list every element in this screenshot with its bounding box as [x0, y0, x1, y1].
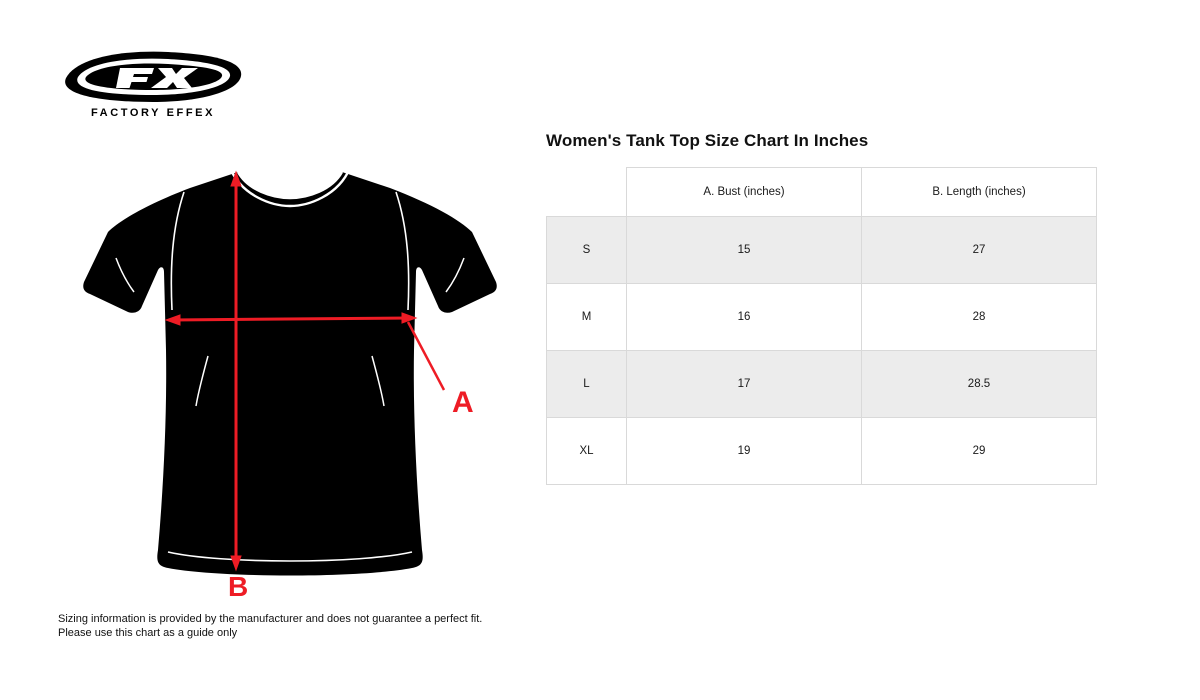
- cell-length: 28: [862, 284, 1097, 351]
- disclaimer-text: [58, 612, 488, 640]
- cell-bust: 16: [627, 284, 862, 351]
- table-row: [547, 217, 1097, 284]
- cell-size: XL: [547, 418, 627, 485]
- cell-bust: 17: [627, 351, 862, 418]
- disclaimer-line-1: Sizing information is provided by the manufacturer and does not guarantee a perfect fit.: [58, 613, 483, 625]
- cell-bust: 19: [627, 418, 862, 485]
- measure-label-b: B: [228, 571, 249, 600]
- cell-length: 27: [862, 217, 1097, 284]
- table-header-length: B. Length (inches): [862, 168, 1097, 217]
- cell-size: S: [547, 217, 627, 284]
- measure-label-a: A: [452, 386, 474, 419]
- cell-length: 28.5: [862, 351, 1097, 418]
- cell-size: M: [547, 284, 627, 351]
- tshirt-diagram-icon: [60, 150, 520, 600]
- logo-wordmark: FACTORY EFFEX: [90, 107, 216, 119]
- disclaimer-line-2: Please use this chart as a guide only: [58, 627, 238, 639]
- page-title: Women's Tank Top Size Chart In Inches: [546, 131, 869, 150]
- table-header-row: [547, 168, 1097, 217]
- table-row: [547, 351, 1097, 418]
- cell-bust: 15: [627, 217, 862, 284]
- cell-length: 29: [862, 418, 1097, 485]
- brand-logo: [58, 48, 248, 120]
- table-row: [547, 418, 1097, 485]
- factory-effex-logo-icon: [58, 48, 248, 120]
- size-chart-table: [546, 167, 1097, 485]
- table-header-corner: [547, 168, 627, 217]
- cell-size: L: [547, 351, 627, 418]
- table-row: [547, 284, 1097, 351]
- table-header-bust: A. Bust (inches): [627, 168, 862, 217]
- garment-illustration: [60, 150, 520, 600]
